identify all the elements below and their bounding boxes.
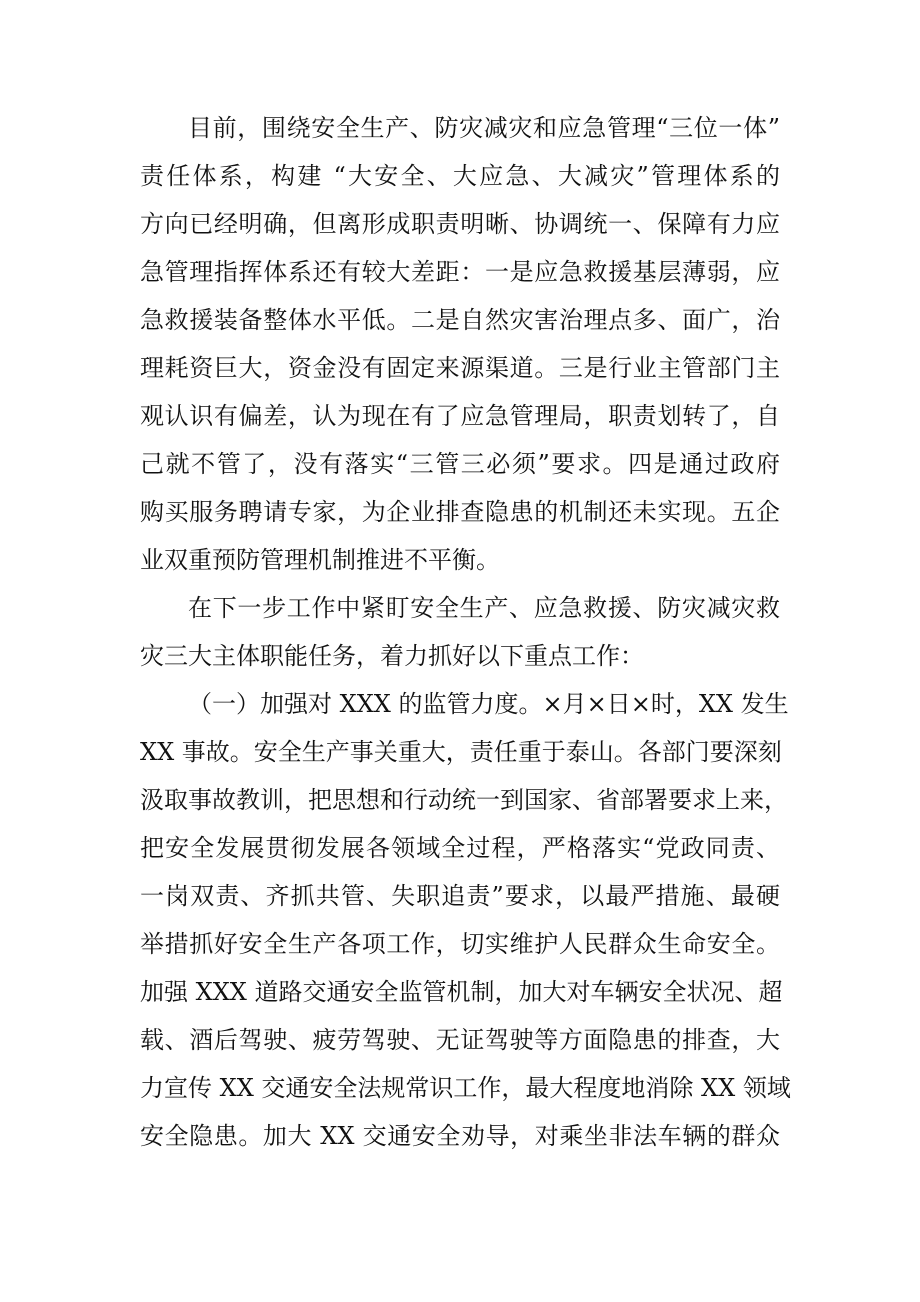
paragraph-line: （一）加强对 XXX 的监管力度。×月×日×时，XX 发生 [188,690,789,718]
paragraph-line: 责任体系，构建 “大安全、大应急、大减灾”管理体系的 [140,162,780,190]
paragraph-line: 灾三大主体职能任务，着力抓好以下重点工作： [140,642,644,670]
paragraph-line: 观认识有偏差，认为现在有了应急管理局，职责划转了，自 [140,402,780,430]
paragraph-line: 购买服务聘请专家，为企业排查隐患的机制还未实现。五企 [140,498,780,526]
paragraph-line: 在下一步工作中紧盯安全生产、应急救援、防灾减灾救 [188,594,780,622]
paragraph-line: 目前，围绕安全生产、防灾减灾和应急管理“三位一体” [188,114,780,142]
paragraph-line: 理耗资巨大，资金没有固定来源渠道。三是行业主管部门主 [140,354,780,382]
paragraph-line: 汲取事故教训，把思想和行动统一到国家、省部署要求上来， [140,786,788,814]
paragraph-line: 急管理指挥体系还有较大差距：一是应急救援基层薄弱，应 [140,258,780,286]
paragraph-line: 一岗双责、齐抓共管、失职追责”要求，以最严措施、最硬 [140,882,780,910]
paragraph-line: 急救援装备整体水平低。二是自然灾害治理点多、面广，治 [140,306,780,334]
paragraph-line: 安全隐患。加大 XX 交通安全劝导，对乘坐非法车辆的群众 [140,1122,780,1150]
paragraph-line: 己就不管了，没有落实“三管三必须”要求。四是通过政府 [140,450,780,478]
paragraph-line: 举措抓好安全生产各项工作，切实维护人民群众生命安全。 [140,930,780,958]
paragraph-line: 力宣传 XX 交通安全法规常识工作，最大程度地消除 XX 领域 [140,1074,791,1102]
paragraph-line: 把安全发展贯彻发展各领域全过程，严格落实“党政同责、 [140,834,780,862]
paragraph-line: 业双重预防管理机制推进不平衡。 [140,546,500,574]
paragraph-line: 加强 XXX 道路交通安全监管机制，加大对车辆安全状况、超 [140,978,783,1006]
paragraph-line: XX 事故。安全生产事关重大，责任重于泰山。各部门要深刻 [140,738,782,766]
paragraph-line: 载、酒后驾驶、疲劳驾驶、无证驾驶等方面隐患的排查，大 [140,1026,780,1054]
paragraph-line: 方向已经明确，但离形成职责明晰、协调统一、保障有力应 [140,210,780,238]
